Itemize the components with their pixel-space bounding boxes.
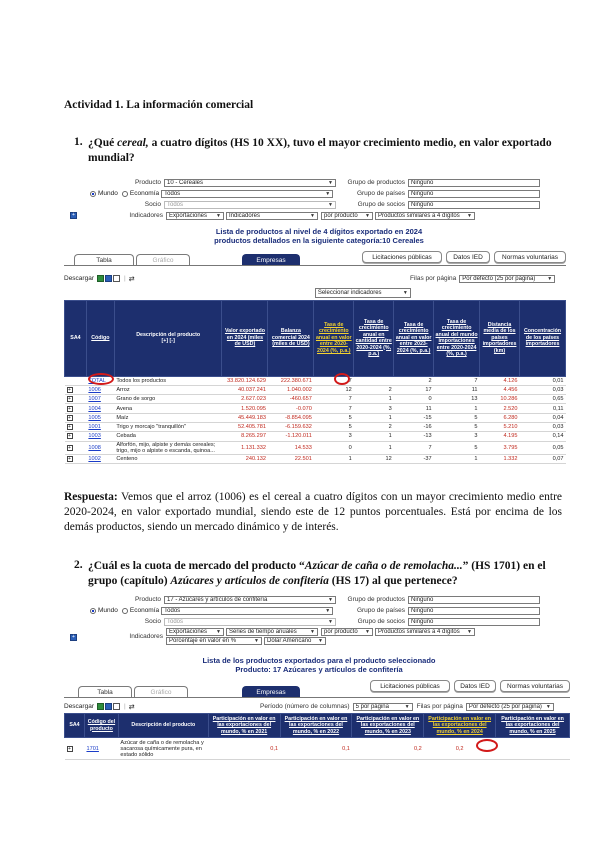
balanza-cell: 1.040.002 — [268, 385, 314, 394]
balanza-cell: 22.501 — [268, 454, 314, 463]
header-sa4[interactable]: SA4 — [65, 714, 85, 738]
expand-toggle[interactable] — [65, 385, 87, 394]
question-1-text: ¿Qué cereal, a cuatro dígitos (HS 10 XX), tuvo el mayor crecimiento medio, en valor exportado mundial? — [88, 137, 552, 164]
balanza-cell: 222.380.671 — [268, 376, 314, 385]
answer-paragraph: Respuesta: Vemos que el arroz (1006) es el cereal a cuatro dígitos con un mayor crecimiento medio entre 2020-2024, en valor exportado mundial, siendo este de 12 puntos porcentuales. Está por encima de los demás productos, siendo un mercado dinámico y de interés. — [64, 491, 562, 533]
producto-select[interactable]: 10 - Cereales ▼ — [164, 179, 336, 187]
expand-icon[interactable]: + — [68, 455, 71, 462]
socio-label: Socio — [144, 201, 161, 208]
por-producto-select[interactable]: por producto ▼ — [321, 212, 373, 220]
grupo-socios-select[interactable]: Ninguno — [408, 201, 540, 209]
grupo-paises-select[interactable]: Ninguno — [408, 190, 540, 198]
socio-select[interactable]: Todos ▼ — [164, 201, 336, 209]
table-row — [65, 441, 566, 454]
product-description: Cebada — [114, 432, 222, 441]
tasa-valor-cell: 3 — [314, 432, 354, 441]
screenshot-1: Producto 10 - Cereales ▼ Mundo Economía Todos ▼ Socio Todos ▼ + Indicadores Exportaciones ▼ Indicadores ▼ por producto ▼ Productos similares a 4 dígitos ▼ Grupo de productos Ninguno Grupo de países Ninguno Grupo de socios Ninguno Lista de productos al nivel de 4 dígitos exportado en 2024 productos detallados en la siguiente categoría:10 Cereales Tabla Gráfico Empresas Licitaciones públicas Datos IED Normas voluntarias Descargar | ⇄ Filas por página Por defecto (25 por página) ▼ Seleccionar indicadores ▼ SA4 Código Descripción del producto [+] [-] Valor exportado en 2024 (miles de USD) Balanza comercial 2024 (miles de USD) Tasa de crecimiento anual en valor entre 2020-2024 (%, p.a.) Tasa de crecimiento anual en cantidad entre 2020-2024 (%, p.a.) Tasa de crecimiento anual en valor entre 2023-2024 (%, p.a.) Tasa de crecimiento anual del mundo importaciones entre 2020-2024 (%, p.a.) Distancia media de los países importadores (km) Concentración de los países importadores TOTAL Todos los productos 33.820.124.629 222.380.671 7 2 7 4.126 0,01 + 1006 Arroz 40.037.241 1.040.002 12 2 17 11 4.456 0,03 + 1007 Grano de sorgo 2.627.023 -460.657 7 1 0 13 10.286 0,65 + 1004 Avena 1.520.095 -0.070 7 3 11 1 2.520 0,11 + 1005 Maíz 45.449.183 -8.854.095 5 1 -15 5 6.280 0,04 + 1001 Trigo y morcajo "tranquillón" 52.405.781 -6.159.632 5 2 -16 5 5.210 0,03 + 1003 Cebada 8.265.297 -1.120.011 3 1 -13 3 4.195 0,14 + 1008 Alforfón, mijo, alpiste y demás cereales; trigo, mijo o alpiste o escanda, quinoa... 1.131.332 14.533 0 1 7 5 3.795 0,05 + 1002 Centeno 240.132 22.501 1 12 -37 1 1.332 0,07 — [64, 176, 566, 482]
socio-label: Socio — [144, 618, 161, 625]
grupo-productos-select[interactable]: Ninguno — [408, 179, 540, 187]
chevron-down-icon: ▼ — [328, 596, 333, 603]
products-table — [64, 286, 566, 464]
seleccionar-indicadores-select[interactable]: Seleccionar indicadores ▼ — [315, 288, 411, 298]
table-row — [65, 404, 566, 413]
similares-select[interactable]: Productos similares a 4 dígitos ▼ — [375, 212, 475, 220]
chevron-down-icon: ▼ — [467, 212, 472, 219]
balanza-cell: -6.159.632 — [268, 422, 314, 431]
tasa-valor-cell: 5 — [314, 422, 354, 431]
word-icon[interactable] — [105, 275, 112, 282]
balanza-cell: -460.657 — [268, 395, 314, 404]
share-table — [64, 713, 570, 760]
distancia-cell: 5.210 — [480, 422, 520, 431]
product-code-link[interactable]: TOTAL — [86, 376, 114, 385]
question-1-number: 1. — [74, 136, 83, 148]
distancia-cell: 6.280 — [480, 413, 520, 422]
product-code-link[interactable]: 1007 — [86, 395, 114, 404]
product-description: Trigo y morcajo "tranquillón" — [114, 422, 222, 431]
economia-radio[interactable] — [122, 608, 128, 614]
distancia-cell: 4.126 — [480, 376, 520, 385]
expand-icon[interactable]: + — [68, 444, 71, 451]
header-tasa-mundo[interactable]: Tasa de crecimiento anual del mundo importaciones entre 2020-2024 (%, p.a.) — [434, 300, 480, 376]
por-producto-select[interactable]: por producto ▼ — [321, 628, 373, 636]
tasa-valor-23-cell: 17 — [394, 385, 434, 394]
economia-radio[interactable] — [122, 191, 128, 197]
header-balanza[interactable]: Balanza comercial 2024 (miles de USD) — [268, 300, 314, 376]
expand-icon[interactable]: + — [68, 433, 71, 440]
share-2023-cell: 0,2 — [352, 738, 424, 760]
concentracion-cell: 0,01 — [520, 376, 566, 385]
valor-cell: 240.132 — [222, 454, 268, 463]
product-description: Grano de sorgo — [114, 395, 222, 404]
filas-select[interactable]: Por defecto (25 por página) ▼ — [459, 275, 555, 283]
table-row — [65, 395, 566, 404]
table-title: Lista de los productos exportados para el producto seleccionado Producto: 17 Azúcares y artículos de confitería — [202, 656, 436, 674]
grupo-productos-label: Grupo de productos — [347, 596, 405, 603]
producto-label: Producto — [134, 596, 161, 603]
excel-icon[interactable] — [97, 703, 104, 710]
chevron-down-icon: ▼ — [402, 289, 408, 296]
moneda-select[interactable]: Dólar Americano ▼ — [264, 637, 326, 645]
share-icon[interactable]: ⇄ — [128, 275, 135, 283]
product-description: Alforfón, mijo, alpiste y demás cereales; trigo, mijo o alpiste o escanda, quinoa... — [114, 441, 222, 454]
chevron-down-icon: ▼ — [404, 703, 410, 710]
valor-cell: 40.037.241 — [222, 385, 268, 394]
tab-empresas[interactable]: Empresas — [242, 254, 300, 265]
expand-toggle[interactable] — [65, 432, 87, 441]
tasa-cantidad-cell: 1 — [354, 395, 394, 404]
header-valor[interactable]: Valor exportado en 2024 (miles de USD) — [222, 300, 268, 376]
distancia-cell: 1.332 — [480, 454, 520, 463]
descargar-label: Descargar — [64, 275, 94, 282]
tasa-cantidad-cell — [354, 376, 394, 385]
tasa-valor-cell: 1 — [314, 454, 354, 463]
periodo-select[interactable]: 5 por página ▼ — [353, 703, 413, 711]
tasa-valor-23-cell: 2 — [394, 376, 434, 385]
valor-cell: 45.449.183 — [222, 413, 268, 422]
concentracion-cell: 0,04 — [520, 413, 566, 422]
product-description: Azúcar de caña o de remolacha y sacarosa químicamente pura, en estado sólido — [118, 738, 208, 760]
plus-icon[interactable]: + — [70, 634, 77, 641]
product-code-link[interactable]: 1002 — [86, 454, 114, 463]
table-row — [65, 413, 566, 422]
socio-select[interactable]: Todos ▼ — [164, 618, 336, 626]
balanza-cell: -0.070 — [268, 404, 314, 413]
tasa-valor-cell: 7 — [314, 376, 354, 385]
filas-label: Filas por página — [410, 275, 457, 282]
tasa-mundo-cell: 11 — [434, 385, 480, 394]
header-tasa-valor-23[interactable]: Tasa de crecimiento anual en valor entre 2023-2024 (%, p.a.) — [394, 300, 434, 376]
economia-label: Economía — [129, 190, 160, 197]
table-row — [65, 422, 566, 431]
tab-grafico[interactable]: Gráfico — [136, 254, 190, 265]
chevron-down-icon: ▼ — [545, 703, 551, 710]
tab-empresas[interactable]: Empresas — [242, 686, 300, 697]
tasa-valor-cell: 12 — [314, 385, 354, 394]
chevron-down-icon: ▼ — [310, 212, 315, 219]
concentracion-cell: 0,05 — [520, 441, 566, 454]
balanza-cell: -8.854.095 — [268, 413, 314, 422]
tasa-valor-cell: 7 — [314, 404, 354, 413]
valor-cell: 2.627.023 — [222, 395, 268, 404]
tasa-mundo-cell: 5 — [434, 422, 480, 431]
expand-toggle[interactable] — [65, 454, 87, 463]
tasa-valor-23-cell: -37 — [394, 454, 434, 463]
chevron-down-icon: ▼ — [325, 190, 331, 197]
tasa-cantidad-cell: 12 — [354, 454, 394, 463]
concentracion-cell: 0,14 — [520, 432, 566, 441]
distancia-cell: 3.795 — [480, 441, 520, 454]
activity-heading: Actividad 1. La información comercial — [64, 99, 254, 111]
tasa-mundo-cell: 13 — [434, 395, 480, 404]
mundo-label: Mundo — [98, 607, 118, 614]
expand-icon[interactable]: + — [68, 414, 71, 421]
question-2-number: 2. — [74, 559, 83, 571]
balanza-cell: 14.533 — [268, 441, 314, 454]
grupo-productos-label: Grupo de productos — [347, 179, 405, 186]
chevron-down-icon: ▼ — [328, 618, 333, 625]
product-code-link[interactable]: 1008 — [86, 441, 114, 454]
economia-label: Economía — [129, 607, 160, 614]
table-row — [65, 454, 566, 463]
header-descripcion: Descripción del producto [+] [-] — [114, 300, 222, 376]
concentracion-cell: 0,07 — [520, 454, 566, 463]
chevron-down-icon: ▼ — [467, 629, 472, 635]
grupo-productos-select[interactable]: Ninguno — [408, 596, 540, 604]
share-2024-cell: 0,2 — [424, 738, 496, 760]
share-2021-cell: 0,1 — [208, 738, 280, 760]
header-p2021[interactable]: Participación en valor en las exportaciones del mundo, % en 2021 — [208, 714, 280, 738]
exportaciones-select[interactable]: Exportaciones ▼ — [166, 628, 224, 636]
mundo-radio[interactable] — [90, 608, 96, 614]
table-row — [65, 432, 566, 441]
tasa-valor-23-cell: -13 — [394, 432, 434, 441]
tasa-cantidad-cell: 1 — [354, 413, 394, 422]
header-sa4[interactable]: SA4 — [65, 300, 87, 376]
expand-icon[interactable]: + — [68, 386, 71, 393]
expand-icon[interactable]: + — [68, 745, 71, 752]
datos-ied-button[interactable]: Datos IED — [454, 680, 496, 692]
table-row — [65, 385, 566, 394]
share-2025-cell — [496, 738, 570, 760]
producto-label: Producto — [134, 179, 161, 186]
text-file-icon[interactable] — [113, 275, 120, 282]
tasa-cantidad-cell: 3 — [354, 404, 394, 413]
highlight-circle — [476, 739, 498, 752]
tasa-mundo-cell: 3 — [434, 432, 480, 441]
mundo-label: Mundo — [98, 190, 118, 197]
excel-icon[interactable] — [97, 275, 104, 282]
tasa-cantidad-cell: 2 — [354, 385, 394, 394]
porcentaje-select[interactable]: Porcentaje en valor en % ▼ — [166, 637, 262, 645]
header-p2022[interactable]: Participación en valor en las exportaciones del mundo, % en 2022 — [280, 714, 352, 738]
tasa-mundo-cell: 1 — [434, 404, 480, 413]
grupo-socios-select[interactable]: Ninguno — [408, 618, 540, 626]
tab-grafico[interactable]: Gráfico — [134, 686, 188, 697]
indicadores-label: Indicadores — [129, 633, 163, 640]
product-code-link[interactable]: 1005 — [86, 413, 114, 422]
normas-voluntarias-button[interactable]: Normas voluntarias — [494, 251, 566, 263]
tasa-valor-23-cell: 7 — [394, 441, 434, 454]
tasa-mundo-cell: 1 — [434, 454, 480, 463]
concentracion-cell: 0,65 — [520, 395, 566, 404]
grupo-paises-select[interactable]: Ninguno — [408, 607, 540, 615]
question-2-text: ¿Cuál es la cuota de mercado del producto “Azúcar de caña o de remolacha...” (HS 1701) en el grupo (capítulo) Azúcares y artículos de confitería (HS 17) al que pertenece? — [88, 560, 546, 587]
chevron-down-icon: ▼ — [365, 629, 370, 635]
header-p2023[interactable]: Participación en valor en las exportaciones del mundo, % en 2023 — [352, 714, 424, 738]
chevron-down-icon: ▼ — [318, 638, 323, 644]
header-concentracion[interactable]: Concentración de los países importadores — [520, 300, 566, 376]
expand-toggle[interactable] — [65, 395, 87, 404]
text-file-icon[interactable] — [113, 703, 120, 710]
series-select[interactable]: Series de tiempo anuales ▼ — [226, 628, 318, 636]
periodo-label: Período (número de columnas) — [260, 703, 350, 710]
chevron-down-icon: ▼ — [328, 179, 333, 186]
chevron-down-icon: ▼ — [216, 212, 221, 219]
expand-icon[interactable]: + — [68, 424, 71, 431]
product-code-link[interactable]: 1701 — [84, 738, 118, 760]
economia-select[interactable]: Todos ▼ — [161, 607, 333, 615]
balanza-cell: -1.120.011 — [268, 432, 314, 441]
expand-toggle[interactable] — [65, 413, 87, 422]
concentracion-cell: 0,03 — [520, 385, 566, 394]
tasa-valor-23-cell: 11 — [394, 404, 434, 413]
valor-cell: 1.131.332 — [222, 441, 268, 454]
distancia-cell: 4.195 — [480, 432, 520, 441]
distancia-cell: 10.286 — [480, 395, 520, 404]
valor-cell: 52.405.781 — [222, 422, 268, 431]
expand-icon[interactable]: + — [68, 396, 71, 403]
tasa-valor-23-cell: 0 — [394, 395, 434, 404]
header-descripcion: Descripción del producto — [118, 714, 208, 738]
chevron-down-icon: ▼ — [547, 275, 553, 282]
product-description: Arroz — [114, 385, 222, 394]
valor-cell: 1.520.095 — [222, 404, 268, 413]
highlight-circle — [334, 373, 350, 385]
product-description: Avena — [114, 404, 222, 413]
tasa-valor-23-cell: -16 — [394, 422, 434, 431]
highlight-circle — [88, 373, 114, 385]
chevron-down-icon: ▼ — [328, 201, 333, 208]
expand-toggle[interactable] — [65, 404, 87, 413]
product-code-link[interactable]: 1003 — [86, 432, 114, 441]
header-tasa-valor[interactable]: Tasa de crecimiento anual en valor entre 2020-2024 (%, p.a.) — [314, 300, 354, 376]
economia-select[interactable]: Todos ▼ — [161, 190, 333, 198]
word-icon[interactable] — [105, 703, 112, 710]
tab-tabla[interactable]: Tabla — [78, 686, 132, 697]
grupo-paises-label: Grupo de países — [356, 190, 405, 197]
mundo-radio[interactable] — [90, 191, 96, 197]
header-codigo[interactable]: Código del producto — [84, 714, 118, 738]
tasa-mundo-cell: 7 — [434, 376, 480, 385]
grupo-paises-label: Grupo de países — [356, 607, 405, 614]
tasa-mundo-cell: 5 — [434, 441, 480, 454]
indicadores-select[interactable]: Indicadores ▼ — [226, 212, 318, 220]
tasa-mundo-cell: 5 — [434, 413, 480, 422]
plus-icon[interactable]: + — [70, 212, 77, 219]
header-distancia[interactable]: Distancia media de los países importadores (km) — [480, 300, 520, 376]
indicadores-label: Indicadores — [129, 212, 163, 219]
table-row — [65, 376, 566, 385]
chevron-down-icon: ▼ — [254, 638, 259, 644]
valor-cell: 33.820.124.629 — [222, 376, 268, 385]
tasa-cantidad-cell: 1 — [354, 432, 394, 441]
tasa-cantidad-cell: 1 — [354, 441, 394, 454]
tab-tabla[interactable]: Tabla — [74, 254, 134, 265]
producto-select[interactable]: 17 - Azúcares y artículos de confitería ▼ — [164, 596, 336, 604]
product-code-link[interactable]: 1001 — [86, 422, 114, 431]
header-p2025[interactable]: Participación en valor en las exportaciones del mundo, % en 2025 — [496, 714, 570, 738]
product-code-link[interactable]: 1006 — [86, 385, 114, 394]
licitaciones-button[interactable]: Licitaciones públicas — [370, 680, 450, 692]
tasa-valor-cell: 7 — [314, 395, 354, 404]
product-description: Centeno — [114, 454, 222, 463]
table-title: Lista de productos al nivel de 4 dígitos exportado en 2024 productos detallados en la siguiente categoría:10 Cereales — [214, 227, 424, 245]
datos-ied-button[interactable]: Datos IED — [446, 251, 490, 263]
concentracion-cell: 0,11 — [520, 404, 566, 413]
header-tasa-cantidad[interactable]: Tasa de crecimiento anual en cantidad entre 2020-2024 (%, p.a.) — [354, 300, 394, 376]
product-code-link[interactable]: 1004 — [86, 404, 114, 413]
chevron-down-icon: ▼ — [310, 629, 315, 635]
tasa-cantidad-cell: 2 — [354, 422, 394, 431]
chevron-down-icon: ▼ — [325, 607, 331, 614]
distancia-cell: 2.520 — [480, 404, 520, 413]
valor-cell: 8.265.297 — [222, 432, 268, 441]
expand-toggle[interactable] — [65, 738, 85, 760]
tasa-valor-cell: 5 — [314, 413, 354, 422]
normas-voluntarias-button[interactable]: Normas voluntarias — [500, 680, 570, 692]
chevron-down-icon: ▼ — [216, 629, 221, 635]
grupo-socios-label: Grupo de socios — [357, 618, 405, 625]
tasa-valor-23-cell: -15 — [394, 413, 434, 422]
grupo-socios-label: Grupo de socios — [357, 201, 405, 208]
filas-label: Filas por página — [416, 703, 463, 710]
product-description: Todos los productos — [114, 376, 222, 385]
expand-icon[interactable]: + — [68, 405, 71, 412]
similares-select[interactable]: Productos similares a 4 dígitos ▼ — [375, 628, 475, 636]
share-icon[interactable]: ⇄ — [128, 703, 135, 711]
expand-toggle[interactable] — [65, 441, 87, 454]
product-description: Maíz — [114, 413, 222, 422]
exportaciones-select[interactable]: Exportaciones ▼ — [166, 212, 224, 220]
chevron-down-icon: ▼ — [365, 212, 370, 219]
screenshot-2: Producto 17 - Azúcares y artículos de confitería ▼ Mundo Economía Todos ▼ Socio Todos ▼ + Indicadores Exportaciones ▼ Series de tiempo anuales ▼ por producto ▼ Productos similares a 4 dígitos ▼ Porcentaje en valor en % ▼ Dólar Americano ▼ Grupo de productos Ninguno Grupo de países Ninguno Grupo de socios Ninguno Lista de los productos exportados para el producto seleccionado Producto: 17 Azúcares y artículos de confitería Tabla Gráfico Empresas Licitaciones públicas Datos IED Normas voluntarias Descargar | ⇄ Período (número de columnas) 5 por página ▼ Filas por página Por defecto (25 por página) ▼ SA4 Código del producto Descripción del producto Participación en valor en las exportaciones del mundo, % en 2021 Participación en valor en las exportaciones del mundo, % en 2022 Participación en valor en las exportaciones del mundo, % en 2023 Participación en valor en las exportaciones del mundo, % en 2024 Participación en valor en las exportaciones del mundo, % en 2025 + 1701 Azúcar de caña o de remolacha y sacarosa químicamente pura, en estado sólido 0,1 0,1 0,2 0,2 — [64, 594, 570, 780]
concentracion-cell: 0,03 — [520, 422, 566, 431]
share-2022-cell: 0,1 — [280, 738, 352, 760]
header-p2024[interactable]: Participación en valor en las exportaciones del mundo, % en 2024 — [424, 714, 496, 738]
expand-toggle — [65, 376, 87, 385]
header-codigo[interactable]: Código — [86, 300, 114, 376]
tasa-valor-cell: 0 — [314, 441, 354, 454]
licitaciones-button[interactable]: Licitaciones públicas — [362, 251, 442, 263]
distancia-cell: 4.456 — [480, 385, 520, 394]
expand-toggle[interactable] — [65, 422, 87, 431]
filas-select[interactable]: Por defecto (25 por página) ▼ — [466, 703, 554, 711]
descargar-label: Descargar — [64, 703, 94, 710]
